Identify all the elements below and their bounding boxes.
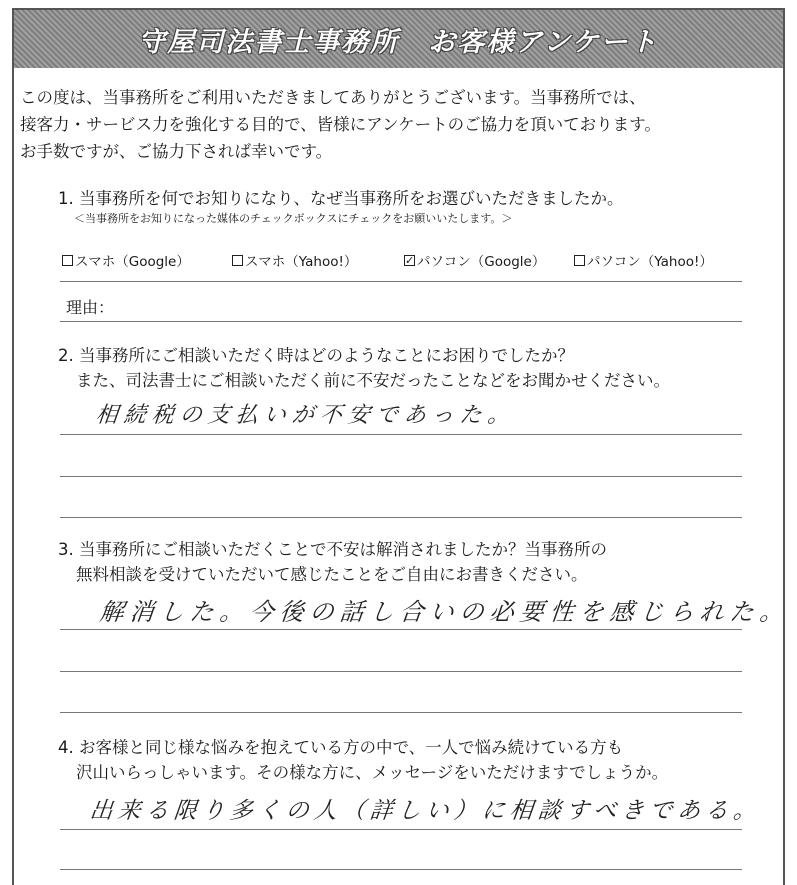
answer-line <box>60 321 742 322</box>
checkbox-label: スマホ（Yahoo!） <box>245 254 358 270</box>
answer-2-handwriting: 相続税の支払いが不安であった。 <box>94 403 517 428</box>
answer-line <box>60 281 742 282</box>
checkbox-label: スマホ（Google） <box>75 254 190 270</box>
question-4 <box>58 735 668 785</box>
checkbox-smartphone-google[interactable] <box>62 250 232 270</box>
answer-3-handwriting: 解消した。今後の話し合いの必要性を感じられた。 <box>98 598 792 626</box>
answer-line <box>60 869 742 870</box>
answer-line <box>60 712 742 713</box>
media-checkbox-group <box>62 250 742 270</box>
question-2-line-1: 2. 当事務所にご相談いただく時はどのようなことにお困りでしたか？ <box>58 346 574 365</box>
question-3 <box>58 537 607 587</box>
question-2-line-2: また、司法書士にご相談いただく前に不安だったことなどをお聞かせください。 <box>76 371 670 390</box>
checkbox-icon[interactable] <box>232 255 243 266</box>
checked-checkbox-icon[interactable]: ✓ <box>405 253 415 267</box>
title-banner <box>14 10 783 68</box>
intro-text <box>20 84 770 165</box>
intro-line: お手数ですが、ご協力下されば幸いです。 <box>20 142 333 161</box>
checkbox-pc-google[interactable] <box>404 250 574 270</box>
question-2 <box>58 343 670 393</box>
question-1: 1. 当事務所を何でお知りになり、なぜ当事務所をお選びいただきましたか。 <box>58 189 624 208</box>
checkbox-icon[interactable] <box>574 255 585 266</box>
question-3-line-1: 3. 当事務所にご相談いただくことで不安は解消されましたか？当事務所の <box>58 540 607 559</box>
answer-4-handwriting: 出来る限り多くの人（詳しい）に相談すべきである。 <box>88 798 763 824</box>
answer-line <box>60 829 742 830</box>
page-title: 守屋司法書士事務所 お客様アンケート <box>138 26 659 58</box>
question-4-line-2: 沢山いらっしゃいます。その様な方に、メッセージをいただけますでしょうか。 <box>76 763 669 782</box>
checkbox-pc-yahoo[interactable] <box>574 250 713 270</box>
reason-label: 理由： <box>66 298 115 317</box>
answer-line <box>60 629 742 630</box>
checkbox-smartphone-yahoo[interactable] <box>232 250 404 270</box>
answer-line <box>60 476 742 477</box>
checkbox-label: パソコン（Google） <box>417 254 546 270</box>
question-4-line-1: 4. お客様と同じ様な悩みを抱えている方の中で、一人で悩み続けている方も <box>58 738 624 757</box>
answer-line <box>60 517 742 518</box>
answer-line <box>60 434 742 435</box>
checkbox-label: パソコン（Yahoo!） <box>587 254 713 270</box>
question-3-line-2: 無料相談を受けていただいて感じたことをご自由にお書きください。 <box>76 565 588 584</box>
question-1-note: ＜当事務所をお知りになった媒体のチェックボックスにチェックをお願いいたします。＞ <box>74 212 513 225</box>
intro-line: この度は、当事務所をご利用いただきましてありがとうございます。当事務所では、 <box>20 88 646 107</box>
checkbox-icon[interactable] <box>62 255 73 266</box>
answer-line <box>60 671 742 672</box>
intro-line: 接客力・サービス力を強化する目的で、皆様にアンケートのご協力を頂いております。 <box>20 115 661 134</box>
